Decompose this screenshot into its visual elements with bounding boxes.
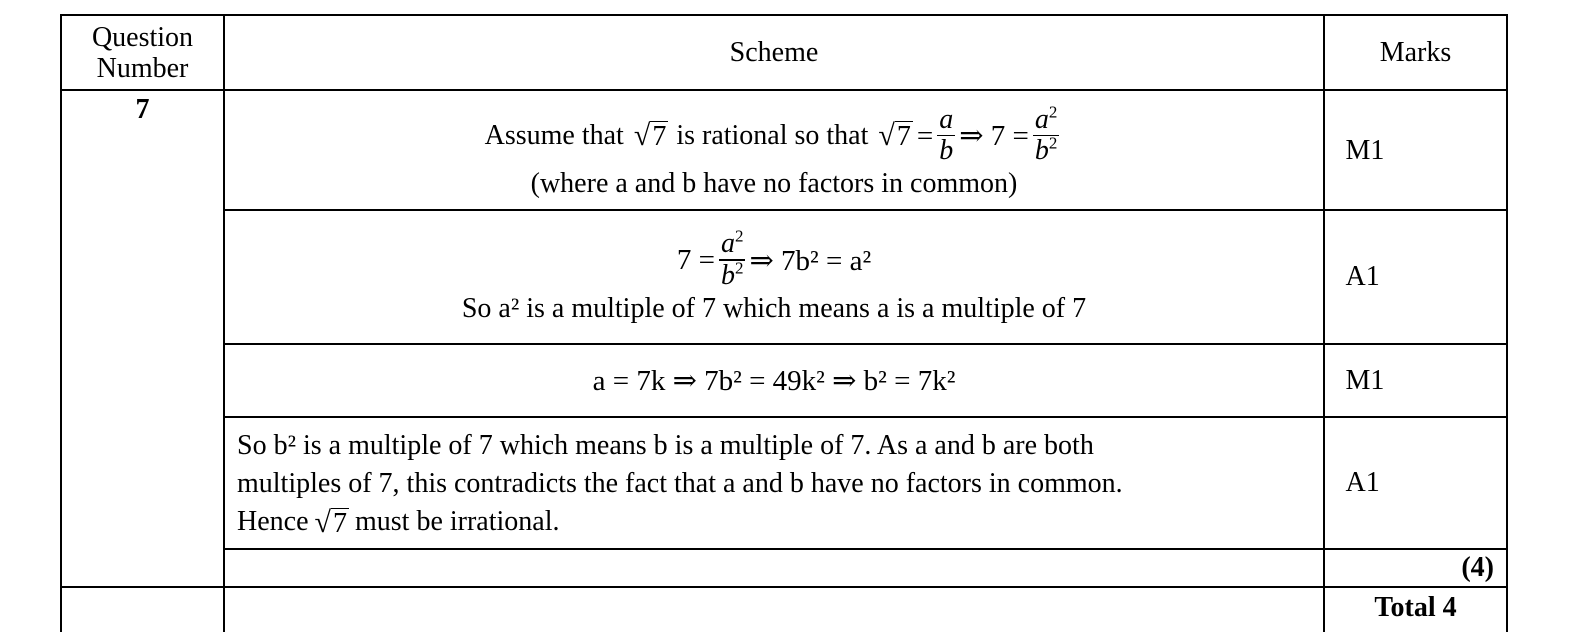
- scheme-row-2: [225, 211, 1323, 343]
- header-question-number: Question Number: [91, 21, 194, 84]
- implies-equation: ⇒ 7b² = a²: [749, 244, 872, 277]
- conclusion-line-1: So b² is a multiple of 7 which means b is a multiple of 7. As a and b are both: [237, 430, 1094, 461]
- mark-a1: A1: [1345, 467, 1380, 498]
- header-scheme: Scheme: [729, 36, 819, 68]
- sqrt-symbol: √ 7: [314, 505, 347, 539]
- row-divider: [224, 416, 1508, 418]
- subtotal-marks: (4): [1461, 552, 1494, 583]
- question-number: 7: [135, 94, 150, 125]
- mark-m1: M1: [1345, 134, 1385, 166]
- header-marks: Marks: [1379, 36, 1452, 68]
- table-border-right: [1506, 14, 1508, 632]
- fraction-a2-over-b2: $\frac{a^2}{b^2}$: [1034, 102, 1058, 167]
- scheme-row-1: [225, 92, 1323, 209]
- equation-line: [676, 226, 872, 291]
- condition-line: (where a and b have no factors in common): [530, 168, 1018, 200]
- assumption-line: Assume that √ 7 is rational so that √ 7 = $\frac{a}{b}$ ⇒ 7 = $\frac{a^2}{b^2}$: [484, 102, 1058, 167]
- sqrt-symbol: √ 7: [633, 119, 667, 152]
- seven-equals: 7 =: [676, 243, 715, 276]
- scheme-row-3: a = 7k ⇒ 7b² = 49k² ⇒ b² = 7k²: [592, 365, 956, 397]
- sqrt-symbol: √ 7: [878, 119, 911, 152]
- fraction-a-over-b: $\frac{a}{b}$: [939, 103, 954, 167]
- implies-text: ⇒ 7 =: [959, 119, 1029, 152]
- total-marks: Total 4: [1374, 592, 1457, 623]
- scheme-row-4: [237, 420, 1317, 548]
- rational-text: is rational so that: [676, 119, 869, 151]
- mark-m1: M1: [1345, 364, 1385, 396]
- conclusion-line-2: multiples of 7, this contradicts the fact that a and b have no factors in common.: [237, 468, 1123, 499]
- assume-text: Assume that: [484, 119, 624, 151]
- multiple-line: So a² is a multiple of 7 which means a is a multiple of 7: [461, 292, 1087, 324]
- row-divider: [224, 548, 1508, 550]
- mark-a1: A1: [1345, 261, 1380, 292]
- total-divider: [60, 586, 1508, 588]
- fraction-a2-over-b2: $\frac{a^2}{b^2}$: [720, 226, 744, 291]
- header-divider: [60, 89, 1508, 91]
- conclusion-line-3: Hence √ 7 must be irrational.: [237, 505, 560, 539]
